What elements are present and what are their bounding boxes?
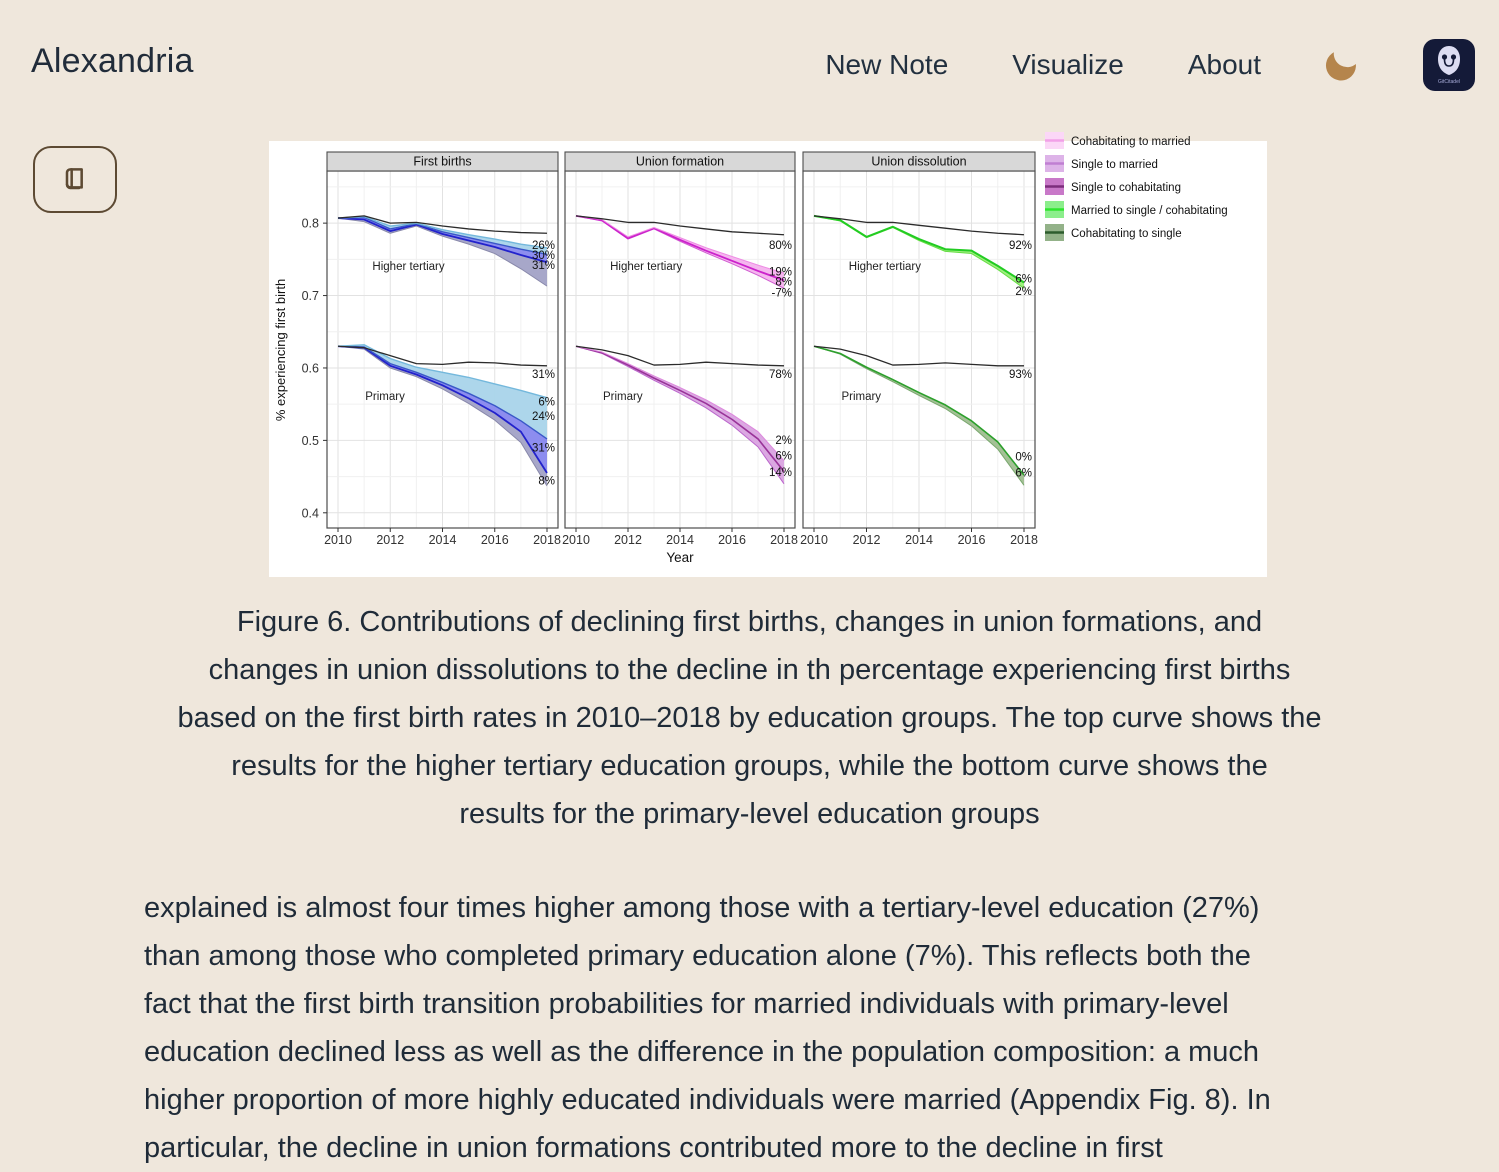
svg-text:2016: 2016 (718, 533, 746, 547)
caption-line: based on the first birth rates in 2010–2018 by education groups. The top curve shows the (177, 702, 1322, 734)
svg-text:31%: 31% (531, 260, 555, 273)
svg-text:Higher tertiary: Higher tertiary (372, 260, 445, 273)
app-title: Alexandria (31, 42, 194, 80)
svg-text:0.6: 0.6 (301, 361, 319, 376)
svg-text:80%: 80% (768, 239, 792, 252)
svg-text:Year: Year (666, 550, 694, 565)
nav-new-note[interactable]: New Note (825, 49, 949, 80)
svg-text:Cohabitating to married: Cohabitating to married (1071, 136, 1191, 148)
body-line: higher proportion of more highly educated individuals were married (Appendix Fig. 8). In (144, 1084, 1271, 1116)
reader-sidebar-button[interactable] (33, 146, 117, 213)
body-line-clipped: particular, the decline in union formations contributed more to the decline in first (144, 1132, 1163, 1164)
svg-text:24%: 24% (531, 410, 555, 423)
svg-text:8%: 8% (538, 475, 555, 488)
nav-visualize[interactable]: Visualize (1012, 49, 1124, 80)
top-bar (0, 30, 1499, 100)
svg-text:14%: 14% (768, 466, 792, 479)
svg-text:Married to single / cohabitati: Married to single / cohabitating (1071, 205, 1228, 217)
caption-line: Figure 6. Contributions of declining first births, changes in union formations, and (236, 606, 1263, 638)
figure-caption (0, 598, 1499, 838)
caption-line: results for the primary-level education groups (459, 798, 1040, 830)
svg-text:Cohabitating to single: Cohabitating to single (1071, 228, 1182, 240)
svg-text:Primary: Primary (602, 391, 643, 404)
gitcitadel-icon (1429, 43, 1469, 87)
body-line: fact that the first birth transition probabilities for married individuals with primary-level (144, 988, 1229, 1020)
main-nav (825, 30, 1475, 100)
svg-text:2018: 2018 (770, 533, 798, 547)
svg-text:Union dissolution: Union dissolution (871, 154, 967, 169)
body-line: than among those who completed primary education alone (7%). This reflects both the (144, 940, 1251, 972)
svg-text:2010: 2010 (562, 533, 590, 547)
svg-text:0.4: 0.4 (301, 506, 319, 521)
svg-text:2016: 2016 (480, 533, 509, 547)
caption-line: results for the higher tertiary education groups, while the bottom curve shows the (231, 750, 1268, 782)
gitcitadel-logo[interactable] (1423, 39, 1475, 91)
svg-text:0%: 0% (1015, 451, 1032, 464)
svg-text:2018: 2018 (533, 533, 561, 547)
svg-text:-7%: -7% (771, 287, 792, 300)
svg-text:2014: 2014 (428, 533, 457, 547)
svg-text:30%: 30% (531, 250, 555, 262)
svg-text:31%: 31% (531, 442, 555, 455)
svg-text:31%: 31% (531, 368, 555, 381)
svg-text:First births: First births (413, 154, 472, 169)
svg-text:78%: 78% (768, 368, 792, 381)
svg-text:2010: 2010 (324, 533, 352, 547)
body-line: education declined less as well as the difference in the population composition: a much (144, 1036, 1260, 1068)
svg-text:Higher tertiary: Higher tertiary (610, 260, 683, 273)
svg-text:6%: 6% (538, 396, 555, 409)
svg-text:0.8: 0.8 (301, 216, 319, 231)
svg-text:93%: 93% (1008, 368, 1032, 381)
svg-text:GitCitadel: GitCitadel (1438, 79, 1460, 85)
svg-text:2012: 2012 (614, 533, 642, 547)
svg-text:2018: 2018 (1010, 533, 1038, 547)
svg-text:2010: 2010 (800, 533, 828, 547)
moon-icon (1325, 48, 1359, 82)
svg-text:92%: 92% (1008, 239, 1032, 252)
svg-text:2012: 2012 (376, 533, 405, 547)
svg-text:19%: 19% (768, 266, 792, 279)
nav-about[interactable]: About (1187, 49, 1261, 80)
svg-text:% experiencing first birth: % experiencing first birth (273, 278, 288, 422)
svg-text:Single to married: Single to married (1071, 159, 1158, 171)
svg-text:6%: 6% (1015, 467, 1032, 480)
svg-text:Primary: Primary (841, 391, 882, 404)
svg-text:2014: 2014 (905, 533, 933, 547)
svg-text:6%: 6% (775, 450, 792, 463)
svg-text:Union formation: Union formation (635, 154, 725, 169)
svg-text:2%: 2% (1015, 285, 1032, 298)
caption-line: changes in union dissolutions to the decline in th percentage experiencing first births (208, 654, 1291, 686)
svg-text:8%: 8% (775, 276, 792, 289)
svg-text:Single to cohabitating: Single to cohabitating (1071, 182, 1181, 194)
article-paragraph (144, 884, 1404, 1172)
svg-text:2%: 2% (775, 435, 792, 448)
svg-text:2014: 2014 (666, 533, 694, 547)
body-line: explained is almost four times higher among those with a tertiary-level education (27%) (144, 892, 1260, 924)
svg-text:26%: 26% (531, 239, 555, 252)
svg-text:2012: 2012 (852, 533, 881, 547)
svg-text:6%: 6% (1015, 273, 1032, 286)
svg-text:0.7: 0.7 (301, 289, 319, 304)
svg-text:0.5: 0.5 (301, 433, 319, 448)
svg-text:Higher tertiary: Higher tertiary (848, 260, 921, 273)
figure-chart (269, 136, 1267, 577)
book-icon (59, 164, 91, 196)
dark-mode-toggle[interactable] (1325, 48, 1359, 82)
svg-text:2016: 2016 (957, 533, 986, 547)
svg-text:Primary: Primary (365, 391, 405, 404)
